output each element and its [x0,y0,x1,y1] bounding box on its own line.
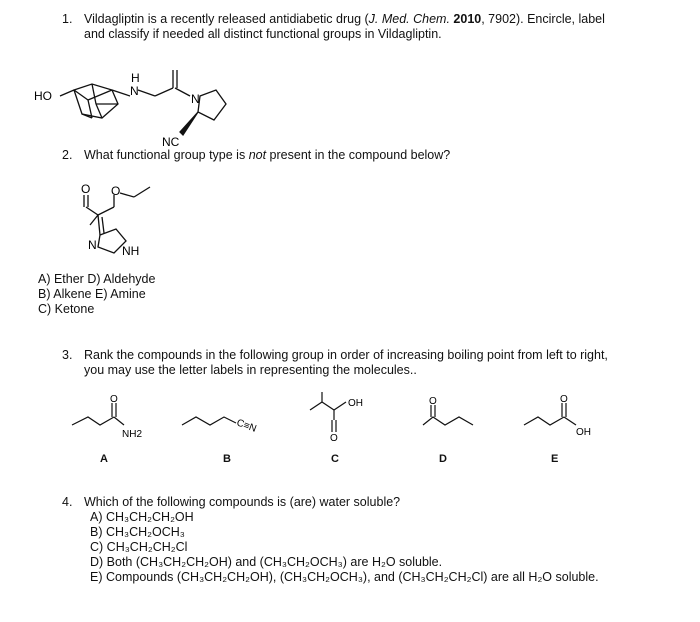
q3-label-d: D [439,453,447,465]
q2-option-3: C) Ketone [38,302,95,316]
q3-line1: Rank the compounds in the following group in order of increasing boiling point from left to right, [84,348,608,362]
q3-label-b: B [223,453,231,465]
q1-ho-atom: HO [34,89,52,103]
q2-option-1: A) Ether D) Aldehyde [38,272,156,286]
q3-line2: you may use the letter labels in representing the molecules.. [84,363,417,377]
q4-option-a: A) CH₃CH₂CH₂OH [90,510,194,524]
q3-label-a: A [100,453,108,465]
svg-text:O: O [110,395,118,405]
q3-molecule-a-group: NH2 [122,429,143,440]
q3-molecule-b-group: C≡N [234,417,258,435]
q4-number: 4. [62,495,73,509]
q4-option-e: E) Compounds (CH₃CH₂CH₂OH), (CH₃CH₂OCH₃), and (CH₃CH₂CH₂Cl) are all H₂O soluble. [90,570,599,584]
q1-h-atom: H [131,71,140,85]
q2-text-a: What functional group type is [84,148,249,162]
q3-molecule-e [520,395,620,445]
q4-option-b: B) CH₃CH₂OCH₃ [90,525,185,539]
vildagliptin-structure [30,60,260,160]
q2-o2-atom: O [111,184,121,198]
q4-option-d: D) Both (CH₃CH₂CH₂OH) and (CH₃CH₂OCH₃) are H₂O soluble. [90,555,443,569]
q2-text-b: present in the compound below? [266,148,451,162]
q3-molecule-e-group: OH [576,427,591,438]
q2-n-atom: N [88,238,97,252]
svg-text:O: O [330,433,338,444]
q3-number: 3. [62,348,73,362]
q1-n-amine-atom: N [130,84,139,98]
q3-molecule-d [415,395,505,445]
q3-molecule-c [300,392,380,452]
q1-nc-atom: NC [162,135,180,149]
q1-journal: J. Med. Chem. [368,12,450,26]
q4-question: Which of the following compounds is (are) water soluble? [84,495,401,509]
q2-nh-atom: NH [122,244,140,258]
q3-label-c: C [331,453,339,465]
q2-structure [70,175,180,270]
q2-number: 2. [62,148,73,162]
q2-text-em: not [248,148,267,162]
q1-number: 1. [62,12,73,26]
q3-molecule-b [180,395,270,445]
svg-text:O: O [560,395,568,405]
q2-o1-atom: O [81,182,91,196]
q1-year: 2010 [453,12,482,26]
q4-option-c: C) CH₃CH₂CH₂Cl [90,540,188,554]
q3-molecule-a [70,395,160,445]
q1-line1-a: Vildagliptin is a recently released antidiabetic drug ( [84,12,369,26]
q1-n-ring-atom: N [191,92,200,106]
q1-line1 [84,12,605,27]
q2-question [84,148,450,163]
q2-option-2: B) Alkene E) Amine [38,287,146,301]
q3-label-e: E [551,453,559,465]
svg-text:O: O [429,396,437,407]
q1-line1-b: , 7902). Encircle, label [481,12,605,26]
q3-molecule-c-group: OH [348,398,363,409]
q1-line2: and classify if needed all distinct functional groups in Vildagliptin. [84,27,442,41]
